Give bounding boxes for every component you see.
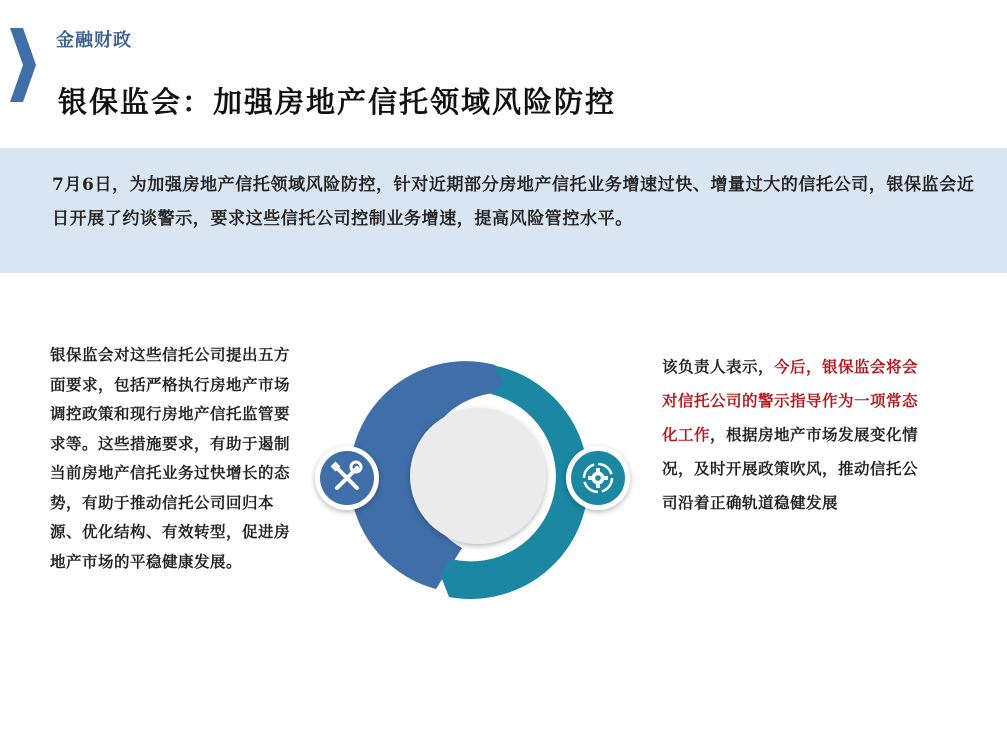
section-label: 金融财政 bbox=[56, 30, 132, 51]
chevron-accent-icon bbox=[10, 28, 40, 102]
right-text-highlight: 今后，银保监会将会对信托公司的警示指导作为一项常态化工作 bbox=[662, 357, 919, 444]
left-panel-text: 银保监会对这些信托公司提出五方面要求，包括严格执行房地产市场调控政策和现行房地产信托监管要求等。这些措施要求，有助于遏制当前房地产信托业务过快增长的态势，有助于推动信托公司回归本源、优化结构、有效转型，促进房地产市场的平稳健康发展。 bbox=[50, 345, 291, 571]
tools-icon bbox=[315, 446, 379, 510]
cycle-center bbox=[410, 408, 546, 544]
cycle-diagram bbox=[310, 350, 640, 610]
summary-band bbox=[0, 148, 1007, 273]
gear-cycle-icon bbox=[566, 446, 630, 510]
right-panel-text bbox=[662, 350, 932, 520]
right-text-before: 该负责人表示， bbox=[662, 357, 775, 376]
right-text-after: ，根据房地产市场发展变化情况，及时开展政策吹风，推动信托公司沿着正确轨道稳健发展 bbox=[662, 425, 919, 512]
summary-text: 7月6日，为加强房地产信托领域风险防控，针对近期部分房地产信托业务增速过快、增量过大的信托公司，银保监会近日开展了约谈警示，要求这些信托公司控制业务增速，提高风险管控水平。 bbox=[52, 175, 975, 229]
page-title: 银保监会：加强房地产信托领域风险防控 bbox=[58, 85, 617, 119]
